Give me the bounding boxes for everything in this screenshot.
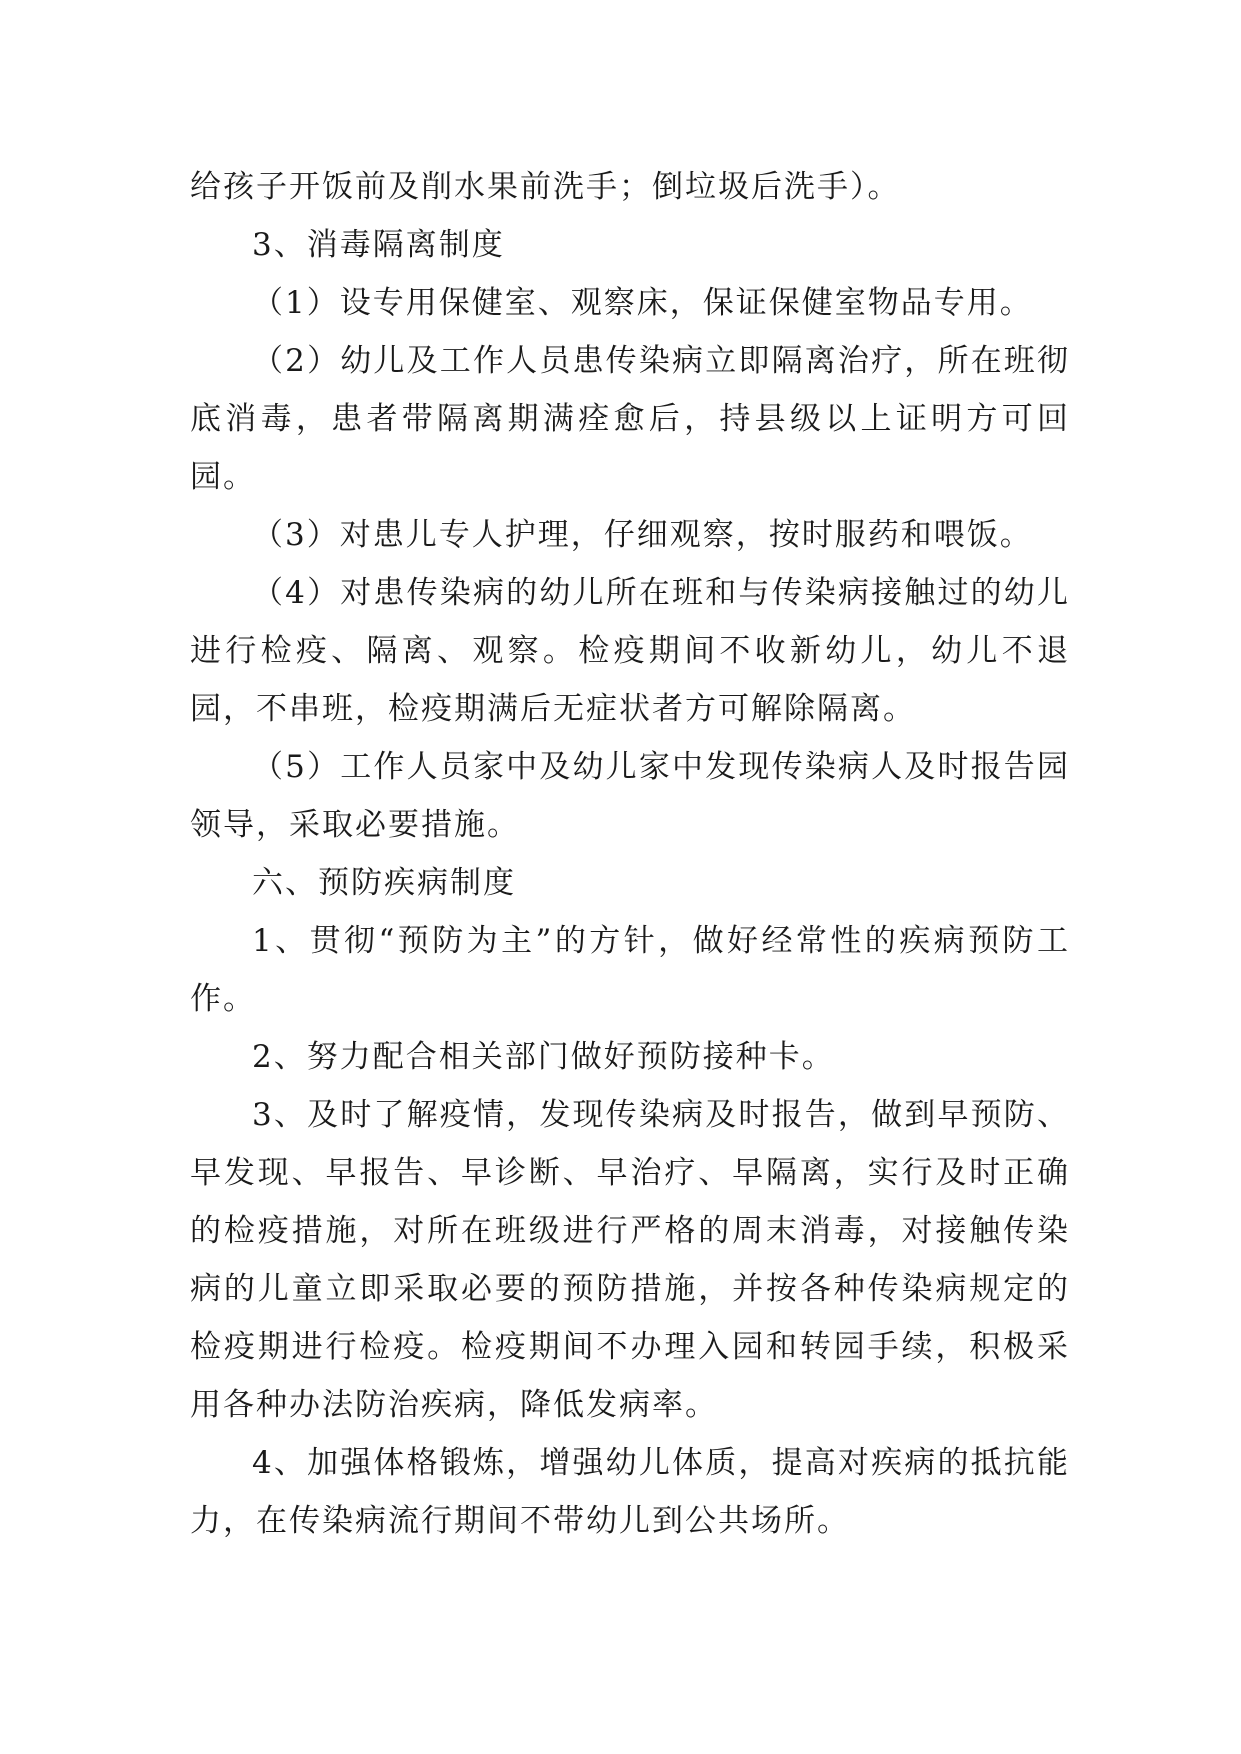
paragraph-7: （5）工作人员家中及幼儿家中发现传染病人及时报告园领导，采取必要措施。 xyxy=(190,749,1070,843)
paragraph-5: （3）对患儿专人护理，仔细观察，按时服药和喂饭。 xyxy=(252,517,1033,553)
paragraph-11: 3、及时了解疫情，发现传染病及时报告，做到早预防、早发现、早报告、早诊断、早治疗、早隔离，实行及时正确的检疫措施，对所在班级进行严格的周末消毒，对接触传染病的儿童立即采取必要的预防措施，并按各种传染病规定的检疫期进行检疫。检疫期间不办理入园和转园手续，积极采用各种办法防治疾病，降低发病率。 xyxy=(190,1097,1070,1423)
paragraph-4: （2）幼儿及工作人员患传染病立即隔离治疗，所在班彻底消毒，患者带隔离期满痊愈后，持县级以上证明方可回园。 xyxy=(190,343,1070,495)
paragraph-1: 给孩子开饭前及削水果前洗手；倒垃圾后洗手）。 xyxy=(190,169,901,205)
paragraph-12: 4、加强体格锻炼，增强幼儿体质，提高对疾病的抵抗能力，在传染病流行期间不带幼儿到公共场所。 xyxy=(190,1445,1070,1539)
document-body xyxy=(190,158,1070,1550)
paragraph-10: 2、努力配合相关部门做好预防接种卡。 xyxy=(252,1039,835,1075)
paragraph-8: 六、预防疾病制度 xyxy=(252,865,516,901)
paragraph-2: 3、消毒隔离制度 xyxy=(252,227,505,263)
paragraph-6: （4）对患传染病的幼儿所在班和与传染病接触过的幼儿进行检疫、隔离、观察。检疫期间不收新幼儿，幼儿不退园，不串班，检疫期满后无症状者方可解除隔离。 xyxy=(190,575,1070,727)
paragraph-9: 1、贯彻“预防为主”的方针，做好经常性的疾病预防工作。 xyxy=(190,923,1070,1017)
paragraph-3: （1）设专用保健室、观察床，保证保健室物品专用。 xyxy=(252,285,1033,321)
